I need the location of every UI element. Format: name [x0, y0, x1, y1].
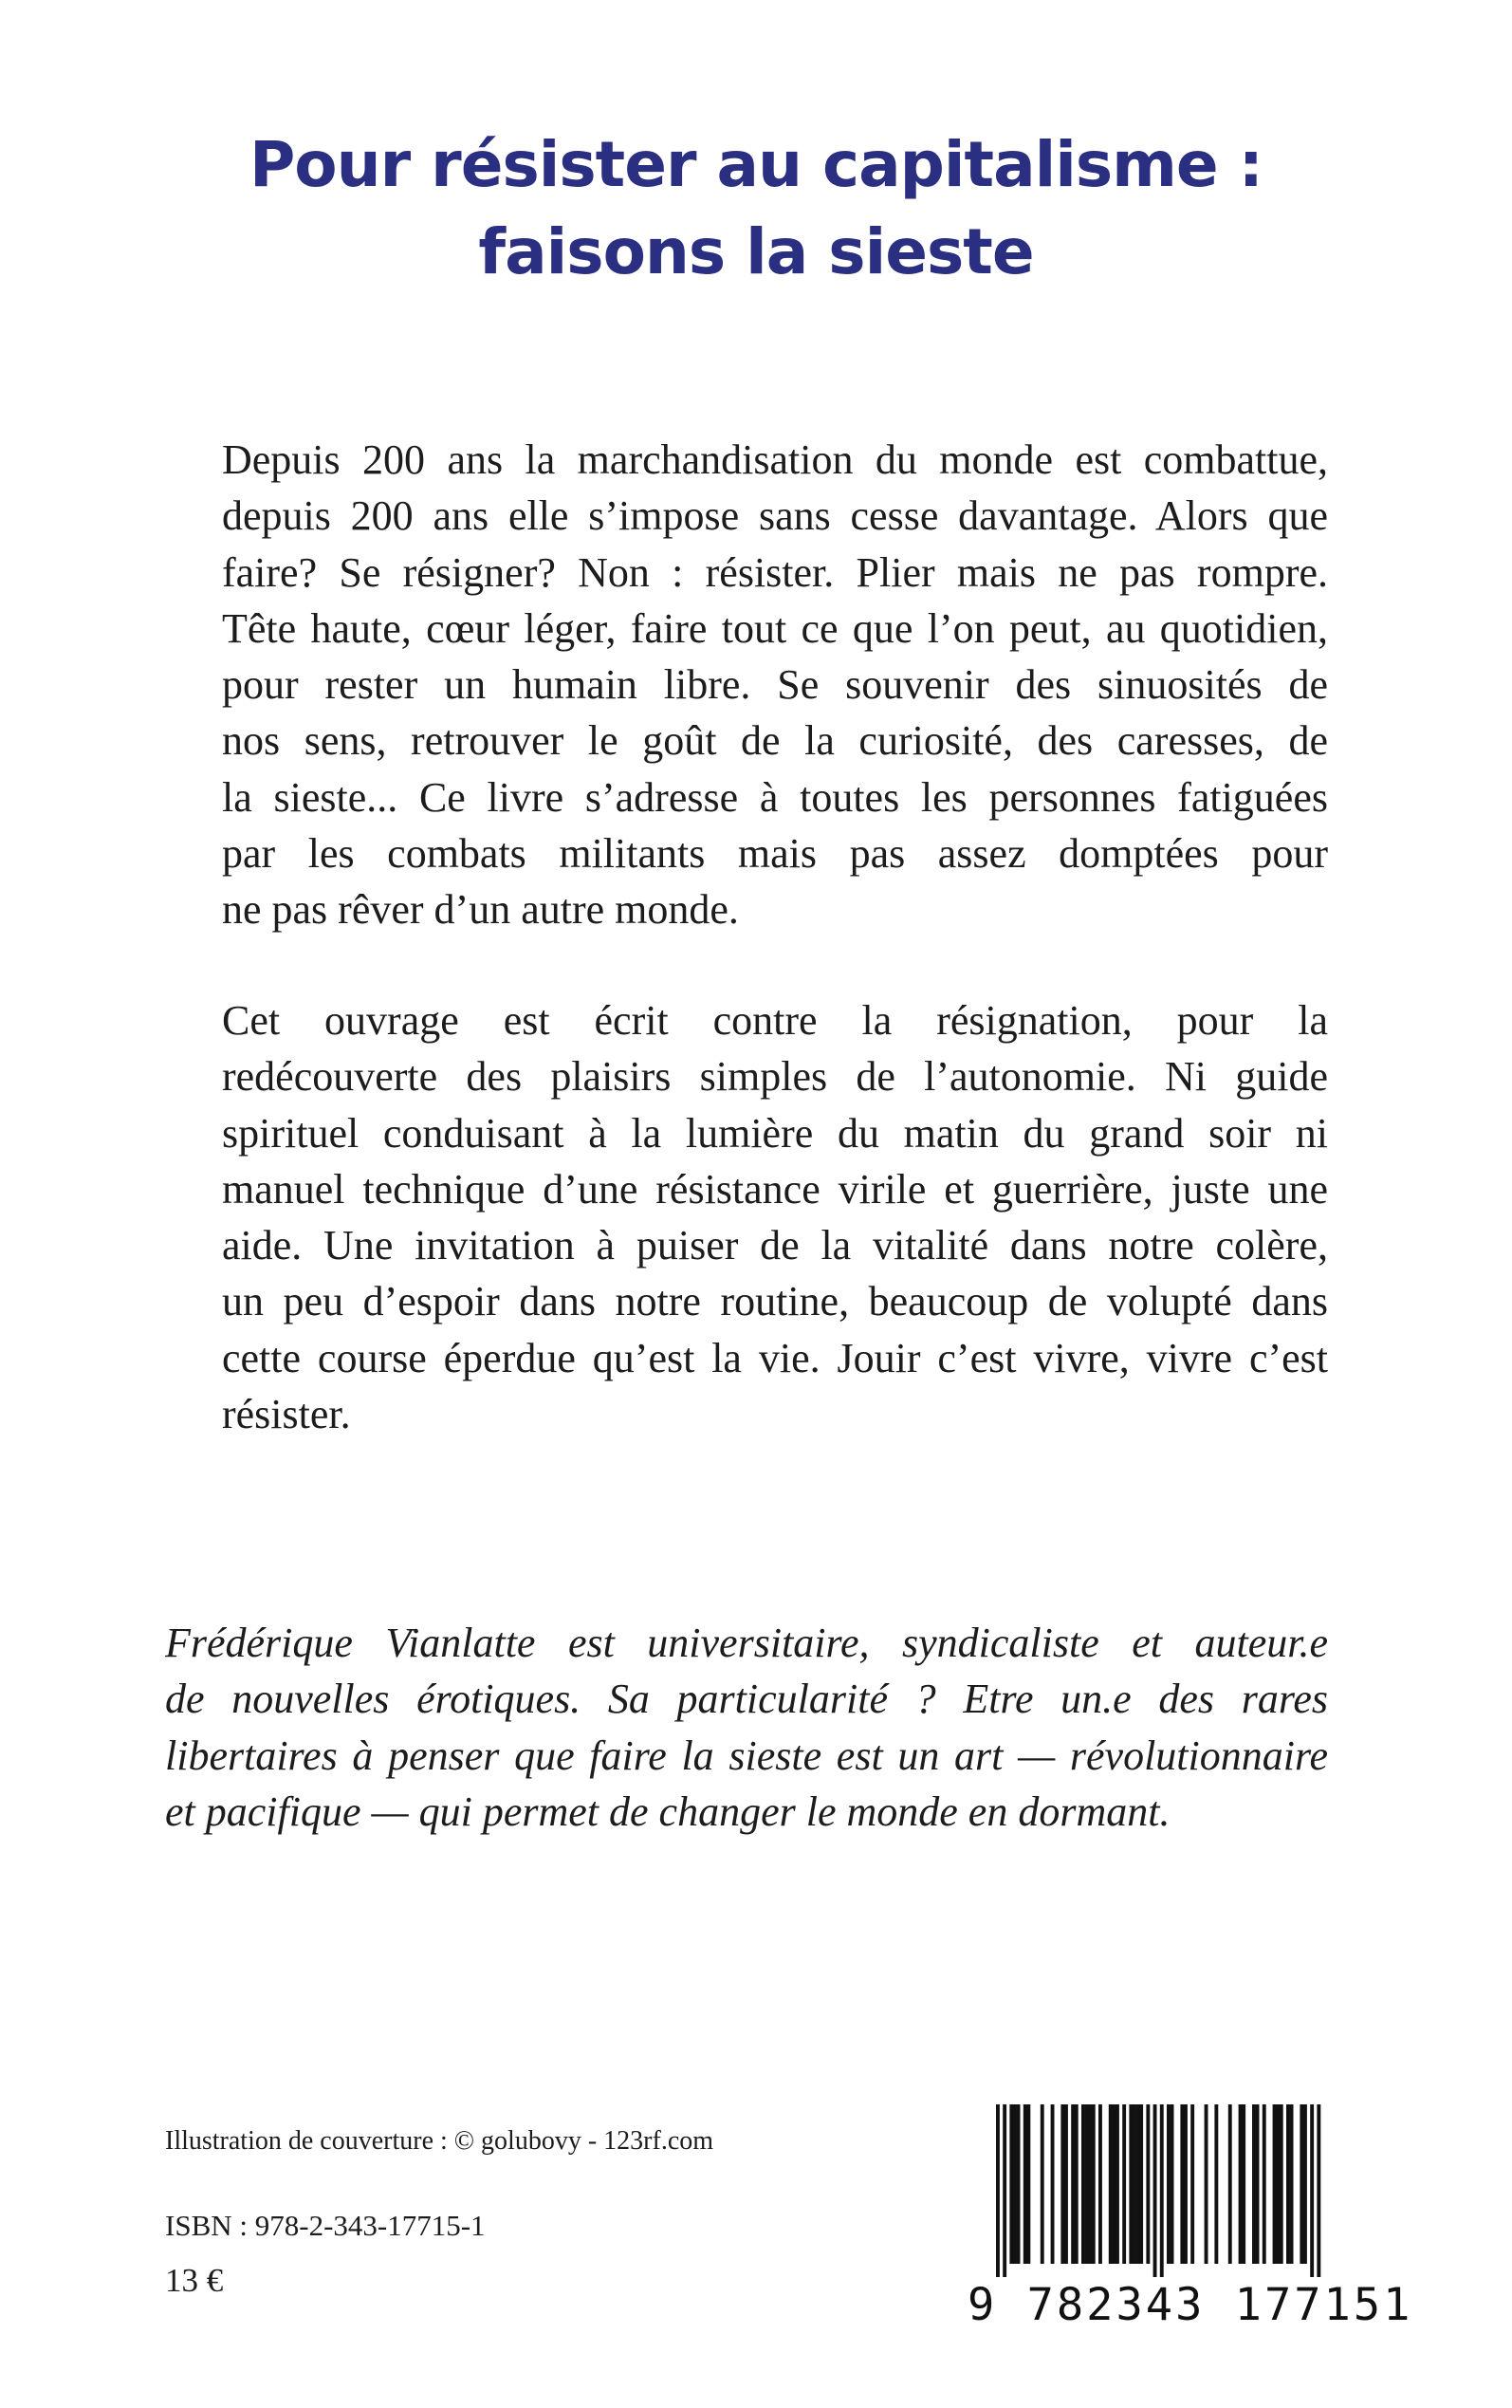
text-line: faire? Se résigner? Non : résister. Plier mais ne pas rompre.	[222, 548, 1328, 596]
barcode-bar	[1129, 2104, 1133, 2264]
barcode-bar	[1167, 2104, 1171, 2264]
barcode-bar	[1122, 2104, 1126, 2264]
barcode-bar	[1300, 2104, 1303, 2264]
barcode-bar	[1263, 2104, 1266, 2264]
book-title	[0, 121, 1512, 296]
cover-illustration-credit: Illustration de couverture : © golubovy - 123rf.com	[165, 2126, 714, 2156]
barcode-bar	[1136, 2104, 1140, 2264]
barcode-bar	[996, 2104, 1000, 2277]
barcode-bar	[1026, 2104, 1030, 2264]
barcode-bar	[1013, 2104, 1017, 2264]
barcode-bar	[1280, 2104, 1283, 2264]
text-line: pour rester un humain libre. Se souvenir des sinuosités de	[222, 661, 1328, 709]
barcode-bar	[1242, 2104, 1245, 2264]
barcode-bar	[1317, 2104, 1320, 2277]
barcode-bar	[1190, 2104, 1194, 2264]
barcode-bar	[1133, 2104, 1136, 2264]
bio-line: Frédérique Vianlatte est universitaire, syndicaliste et auteur.e	[165, 1620, 1328, 1666]
author-bio	[165, 1615, 1328, 1840]
barcode-bar	[1003, 2104, 1006, 2277]
barcode-bar	[1023, 2104, 1027, 2264]
barcode-bar	[1153, 2104, 1157, 2277]
text-line: ne pas rêver d’un autre monde.	[222, 886, 739, 934]
text-line: spirituel conduisant à la lumière du matin du grand soir ni	[222, 1109, 1328, 1157]
barcode-bar	[1303, 2104, 1307, 2264]
text-line: résister.	[222, 1391, 351, 1438]
barcode-bar	[1041, 2104, 1044, 2264]
bio-line: libertaires à penser que faire la sieste est un art — révolutionnaire	[165, 1732, 1328, 1779]
barcode-bar	[1139, 2104, 1143, 2264]
barcode-bar	[1009, 2104, 1013, 2264]
barcode-bar	[1060, 2104, 1064, 2264]
barcode-bar	[1092, 2104, 1096, 2264]
title-line-1: Pour résister au capitalisme :	[249, 128, 1263, 201]
barcode-bar	[1239, 2104, 1243, 2264]
barcode-bar	[1064, 2104, 1068, 2264]
title-line-2: faisons la sieste	[478, 215, 1034, 288]
barcode-bar	[1310, 2104, 1314, 2277]
price: 13 €	[165, 2262, 224, 2299]
barcode-bar	[1228, 2104, 1232, 2264]
barcode-bar	[1286, 2104, 1290, 2264]
text-line: Depuis 200 ans la marchandisation du monde est combattue,	[222, 436, 1328, 483]
barcode-bar	[1290, 2104, 1294, 2264]
barcode-bar	[1112, 2104, 1116, 2264]
text-line: aide. Une invitation à puiser de la vitalité dans notre colère,	[222, 1222, 1328, 1269]
barcode-bar	[1276, 2104, 1280, 2264]
barcode-bar	[1116, 2104, 1119, 2264]
barcode-bar	[1146, 2104, 1150, 2264]
barcode-bar	[1171, 2104, 1174, 2264]
text-line: cette course éperdue qu’est la vie. Jouir c’est vivre, vivre c’est	[222, 1334, 1328, 1381]
barcode-bar	[1205, 2104, 1208, 2264]
summary-paragraph-1	[165, 432, 1328, 938]
barcode-bar	[1184, 2104, 1188, 2264]
text-line: manuel technique d’une résistance virile et guerrière, juste une	[222, 1165, 1328, 1213]
barcode-bar	[1088, 2104, 1092, 2264]
text-line: Cet ouvrage est écrit contre la résignation, pour la	[222, 997, 1328, 1044]
bio-line: de nouvelles érotiques. Sa particularité ? Etre un.e des rares	[165, 1676, 1328, 1723]
barcode-bar	[1252, 2104, 1256, 2264]
barcode-bar	[1071, 2104, 1075, 2264]
barcode-bar	[1085, 2104, 1089, 2264]
barcode-bar	[1098, 2104, 1102, 2264]
text-line: nos sens, retrouver le goût de la curiosité, des caresses, de	[222, 717, 1328, 765]
barcode-bar	[1081, 2104, 1085, 2264]
barcode-bars	[968, 2104, 1328, 2277]
barcode-bar	[1109, 2104, 1113, 2264]
barcode-bar	[1075, 2104, 1079, 2264]
text-line: un peu d’espoir dans notre routine, beaucoup de volupté dans	[222, 1278, 1328, 1325]
barcode-digits: 9 782343 177151	[968, 2279, 1413, 2331]
text-line: par les combats militants mais pas assez domptées pour	[222, 830, 1328, 878]
barcode-bar	[1180, 2104, 1184, 2264]
text-line: la sieste... Ce livre s’adresse à toutes les personnes fatiguées	[222, 773, 1328, 821]
barcode-bar	[1256, 2104, 1260, 2264]
text-line: Tête haute, cœur léger, faire tout ce que l’on peut, au quotidien,	[222, 604, 1328, 652]
barcode-bar	[1051, 2104, 1055, 2264]
summary-paragraph-2	[165, 992, 1328, 1442]
text-line: depuis 200 ans elle s’impose sans cesse davantage. Alors que	[222, 492, 1328, 540]
bio-line: et pacifique — qui permet de changer le monde en dormant.	[165, 1787, 1171, 1835]
isbn: ISBN : 978-2-343-17715-1	[165, 2209, 486, 2242]
barcode-bar	[1160, 2104, 1164, 2277]
text-line: redécouverte des plaisirs simples de l’autonomie. Ni guide	[222, 1053, 1328, 1101]
barcode-bar	[1017, 2104, 1021, 2264]
barcode-bar	[1214, 2104, 1218, 2264]
barcode-bar	[1273, 2104, 1277, 2264]
